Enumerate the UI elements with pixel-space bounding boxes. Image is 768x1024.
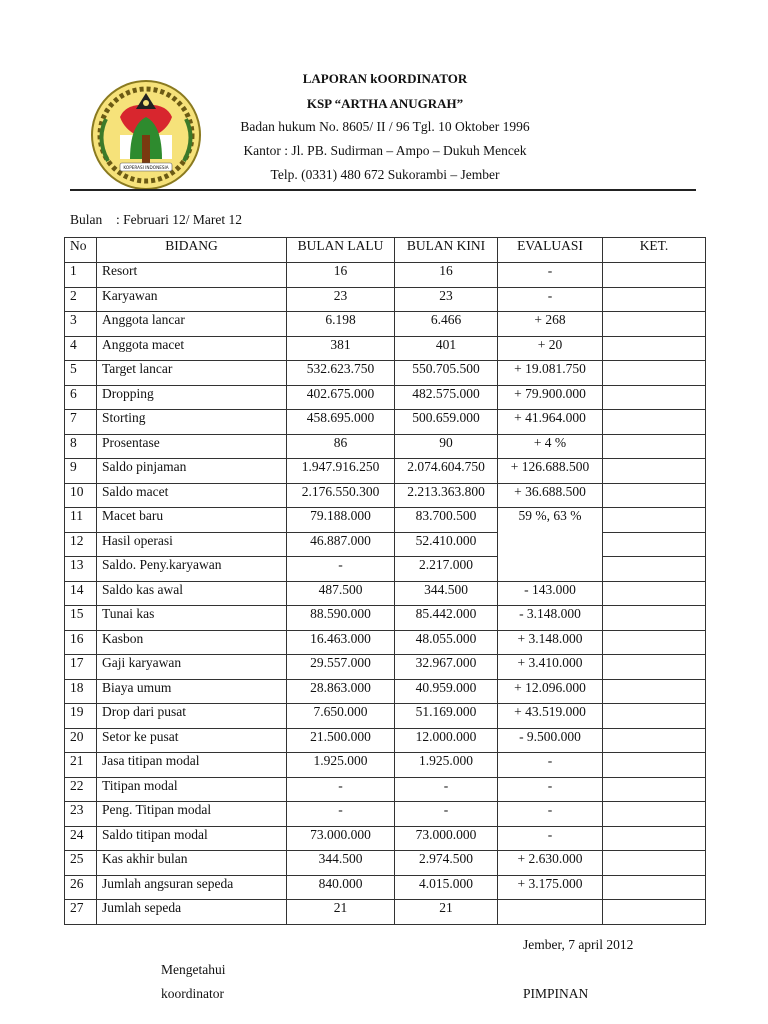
bulan-lalu-cell: 73.000.000 [287,826,395,851]
col-header-no: No [65,238,97,263]
bidang-cell: Drop dari pusat [97,704,287,729]
evaluasi-cell: - [498,777,603,802]
ket-cell [603,753,706,778]
table-row [65,900,706,925]
ket-cell [603,704,706,729]
evaluasi-cell: - 143.000 [498,581,603,606]
evaluasi-merged-cell: 59 %, 63 % [498,508,603,582]
bulan-kini-cell: 1.925.000 [395,753,498,778]
evaluasi-cell: + 3.410.000 [498,655,603,680]
evaluasi-cell: - [498,753,603,778]
table-header-row [65,238,706,263]
ket-cell [603,630,706,655]
bidang-cell: Kas akhir bulan [97,851,287,876]
bulan-lalu-cell: 2.176.550.300 [287,483,395,508]
ket-cell [603,410,706,435]
table-row [65,679,706,704]
evaluasi-cell: + 2.630.000 [498,851,603,876]
table-row [65,704,706,729]
organization-name: KSP “ARTHA ANUGRAH” [306,96,464,111]
row-number: 9 [65,459,97,484]
evaluasi-cell: - 9.500.000 [498,728,603,753]
ket-cell [603,802,706,827]
table-row [65,434,706,459]
ket-cell [603,434,706,459]
bidang-cell: Jumlah sepeda [97,900,287,925]
bulan-kini-cell: 48.055.000 [395,630,498,655]
table-row [65,802,706,827]
bulan-lalu-cell: 1.925.000 [287,753,395,778]
bidang-cell: Titipan modal [97,777,287,802]
row-number: 10 [65,483,97,508]
bulan-lalu-cell: - [287,557,395,582]
legal-entity-line: Badan hukum No. 8605/ II / 96 Tgl. 10 Oktober 1996 [240,119,530,134]
evaluasi-cell: - 3.148.000 [498,606,603,631]
bulan-lalu-cell: 29.557.000 [287,655,395,680]
table-row [65,753,706,778]
bulan-lalu-cell: 381 [287,336,395,361]
evaluasi-cell: + 36.688.500 [498,483,603,508]
bulan-kini-cell: 51.169.000 [395,704,498,729]
row-number: 17 [65,655,97,680]
leader-label: PIMPINAN [523,986,589,1001]
evaluasi-cell: + 43.519.000 [498,704,603,729]
bidang-cell: Hasil operasi [97,532,287,557]
bulan-lalu-cell: 21 [287,900,395,925]
table-row [65,287,706,312]
table-row [65,581,706,606]
ket-cell [603,679,706,704]
row-number: 23 [65,802,97,827]
table-row [65,557,706,582]
evaluasi-cell: - [498,287,603,312]
ket-cell [603,508,706,533]
ket-cell [603,875,706,900]
evaluasi-cell: - [498,263,603,288]
ket-cell [603,312,706,337]
ket-cell [603,385,706,410]
bulan-kini-cell: 4.015.000 [395,875,498,900]
table-row [65,385,706,410]
evaluasi-cell: + 79.900.000 [498,385,603,410]
bidang-cell: Setor ke pusat [97,728,287,753]
ket-cell [603,263,706,288]
bidang-cell: Dropping [97,385,287,410]
evaluasi-cell: + 268 [498,312,603,337]
table-row [65,777,706,802]
col-header-ket: KET. [603,238,706,263]
row-number: 25 [65,851,97,876]
bulan-lalu-cell: 458.695.000 [287,410,395,435]
row-number: 4 [65,336,97,361]
bulan-lalu-cell: 7.650.000 [287,704,395,729]
row-number: 2 [65,287,97,312]
evaluasi-cell: + 20 [498,336,603,361]
bulan-kini-cell: 23 [395,287,498,312]
evaluasi-cell [498,900,603,925]
ket-cell [603,777,706,802]
bidang-cell: Storting [97,410,287,435]
ket-cell [603,287,706,312]
row-number: 6 [65,385,97,410]
row-number: 20 [65,728,97,753]
ket-cell [603,459,706,484]
bidang-cell: Tunai kas [97,606,287,631]
evaluasi-cell: + 3.175.000 [498,875,603,900]
bulan-kini-cell: - [395,777,498,802]
report-title: LAPORAN kOORDINATOR [302,71,468,86]
evaluasi-cell: + 126.688.500 [498,459,603,484]
bulan-lalu-cell: 28.863.000 [287,679,395,704]
bulan-lalu-cell: - [287,777,395,802]
table-row [65,728,706,753]
row-number: 3 [65,312,97,337]
place-date: Jember, 7 april 2012 [523,937,634,952]
table-row [65,655,706,680]
ket-cell [603,606,706,631]
ket-cell [603,581,706,606]
table-row [65,483,706,508]
bulan-kini-cell: 85.442.000 [395,606,498,631]
row-number: 21 [65,753,97,778]
acknowledged-label: Mengetahui [161,962,226,977]
table-row [65,532,706,557]
bidang-cell: Karyawan [97,287,287,312]
bulan-kini-cell: 73.000.000 [395,826,498,851]
table-row [65,410,706,435]
logo-caption: KOPERASI INDONESIA [123,165,169,170]
row-number: 5 [65,361,97,386]
ket-cell [603,532,706,557]
bulan-lalu-cell: 23 [287,287,395,312]
bulan-lalu-cell: 6.198 [287,312,395,337]
row-number: 13 [65,557,97,582]
row-number: 19 [65,704,97,729]
col-header-bulan-lalu: BULAN LALU [287,238,395,263]
bulan-kini-cell: 482.575.000 [395,385,498,410]
row-number: 7 [65,410,97,435]
row-number: 22 [65,777,97,802]
ket-cell [603,900,706,925]
bidang-cell: Anggota lancar [97,312,287,337]
bulan-lalu-cell: 86 [287,434,395,459]
bidang-cell: Gaji karyawan [97,655,287,680]
bidang-cell: Anggota macet [97,336,287,361]
bidang-cell: Saldo titipan modal [97,826,287,851]
bidang-cell: Kasbon [97,630,287,655]
bulan-kini-cell: 40.959.000 [395,679,498,704]
koperasi-logo-icon [86,79,206,191]
bulan-kini-cell: 52.410.000 [395,532,498,557]
bulan-kini-cell: 500.659.000 [395,410,498,435]
bulan-lalu-cell: - [287,802,395,827]
row-number: 12 [65,532,97,557]
bulan-kini-cell: 401 [395,336,498,361]
bidang-cell: Biaya umum [97,679,287,704]
table-row [65,361,706,386]
phone-line: Telp. (0331) 480 672 Sukorambi – Jember [270,167,500,182]
table-row [65,508,706,533]
ket-cell [603,655,706,680]
bulan-kini-cell: 83.700.500 [395,508,498,533]
evaluasi-cell: - [498,802,603,827]
col-header-bulan-kini: BULAN KINI [395,238,498,263]
table-row [65,630,706,655]
bulan-kini-cell: 2.217.000 [395,557,498,582]
table-row [65,826,706,851]
report-table [64,237,706,925]
row-number: 27 [65,900,97,925]
bidang-cell: Target lancar [97,361,287,386]
evaluasi-cell: + 12.096.000 [498,679,603,704]
evaluasi-cell: + 3.148.000 [498,630,603,655]
header-divider [70,189,696,191]
bulan-lalu-cell: 1.947.916.250 [287,459,395,484]
bulan-lalu-cell: 840.000 [287,875,395,900]
bulan-lalu-cell: 402.675.000 [287,385,395,410]
bulan-kini-cell: 21 [395,900,498,925]
evaluasi-cell: + 19.081.750 [498,361,603,386]
ket-cell [603,826,706,851]
bulan-lalu-cell: 16.463.000 [287,630,395,655]
bidang-cell: Peng. Titipan modal [97,802,287,827]
bidang-cell: Jumlah angsuran sepeda [97,875,287,900]
row-number: 14 [65,581,97,606]
table-row [65,312,706,337]
ket-cell [603,557,706,582]
bulan-kini-cell: 32.967.000 [395,655,498,680]
evaluasi-cell: - [498,826,603,851]
ket-cell [603,728,706,753]
bulan-kini-cell: - [395,802,498,827]
bulan-lalu-cell: 21.500.000 [287,728,395,753]
ket-cell [603,336,706,361]
ket-cell [603,361,706,386]
bulan-lalu-cell: 79.188.000 [287,508,395,533]
col-header-bidang: BIDANG [97,238,287,263]
coordinator-label: koordinator [161,986,224,1001]
table-row [65,459,706,484]
bulan-kini-cell: 6.466 [395,312,498,337]
bulan-lalu-cell: 46.887.000 [287,532,395,557]
bidang-cell: Saldo. Peny.karyawan [97,557,287,582]
bulan-kini-cell: 2.213.363.800 [395,483,498,508]
ket-cell [603,483,706,508]
bulan-kini-cell: 550.705.500 [395,361,498,386]
bulan-kini-cell: 2.974.500 [395,851,498,876]
ket-cell [603,851,706,876]
bidang-cell: Saldo kas awal [97,581,287,606]
bulan-kini-cell: 12.000.000 [395,728,498,753]
row-number: 26 [65,875,97,900]
bidang-cell: Saldo pinjaman [97,459,287,484]
evaluasi-cell: + 41.964.000 [498,410,603,435]
row-number: 24 [65,826,97,851]
bulan-kini-cell: 90 [395,434,498,459]
bidang-cell: Saldo macet [97,483,287,508]
period-line [70,212,242,228]
bulan-kini-cell: 2.074.604.750 [395,459,498,484]
row-number: 16 [65,630,97,655]
table-row [65,263,706,288]
bulan-lalu-cell: 88.590.000 [287,606,395,631]
table-row [65,875,706,900]
bulan-lalu-cell: 532.623.750 [287,361,395,386]
bidang-cell: Prosentase [97,434,287,459]
bulan-kini-cell: 344.500 [395,581,498,606]
row-number: 11 [65,508,97,533]
row-number: 1 [65,263,97,288]
row-number: 15 [65,606,97,631]
bulan-kini-cell: 16 [395,263,498,288]
period-label: Bulan [70,212,103,227]
office-address: Kantor : Jl. PB. Sudirman – Ampo – Dukuh Mencek [243,143,527,158]
bulan-lalu-cell: 16 [287,263,395,288]
bidang-cell: Macet baru [97,508,287,533]
evaluasi-cell: + 4 % [498,434,603,459]
table-row [65,336,706,361]
table-row [65,851,706,876]
bidang-cell: Jasa titipan modal [97,753,287,778]
col-header-evaluasi: EVALUASI [498,238,603,263]
bulan-lalu-cell: 344.500 [287,851,395,876]
period-value: : Februari 12/ Maret 12 [116,212,242,227]
row-number: 18 [65,679,97,704]
bulan-lalu-cell: 487.500 [287,581,395,606]
row-number: 8 [65,434,97,459]
bidang-cell: Resort [97,263,287,288]
table-row [65,606,706,631]
